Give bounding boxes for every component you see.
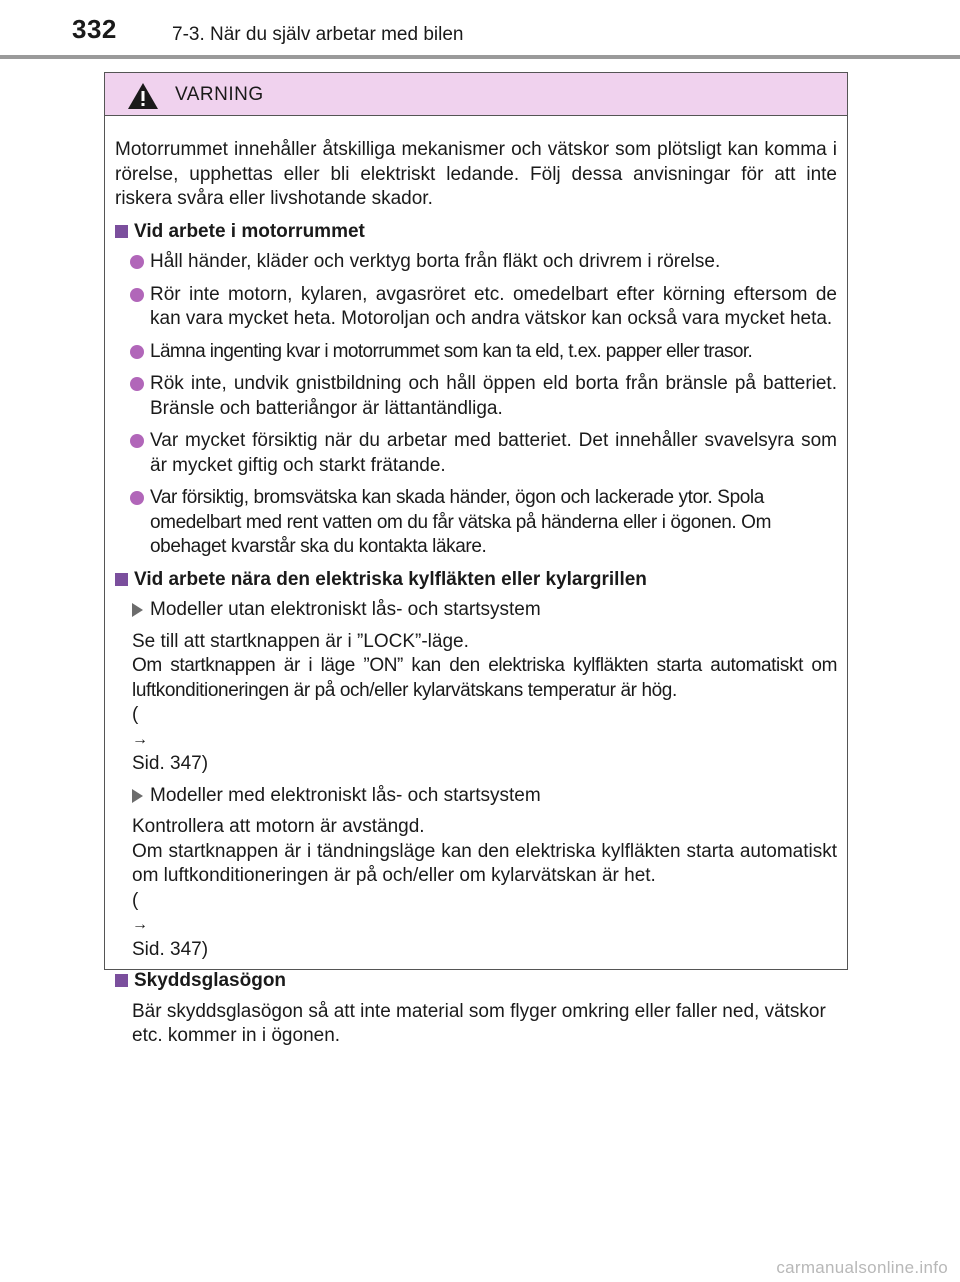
warning-body <box>105 116 847 1049</box>
triangle-pointer-icon <box>132 603 143 617</box>
bullet-item <box>115 283 837 332</box>
page-reference: ( → Sid. 347) <box>132 703 837 777</box>
model-variant-label: Modeller utan elektroniskt lås- och startsystem <box>150 599 541 620</box>
warning-triangle-icon <box>127 82 159 110</box>
square-bullet-icon <box>115 573 128 586</box>
warning-label: VARNING <box>175 84 264 105</box>
section-heading-text: Vid arbete nära den elektriska kylfläkten eller kylargrillen <box>134 568 647 590</box>
section-heading-cooling-fan <box>115 568 837 593</box>
bullet-text: Var försiktig, bromsvätska kan skada händer, ögon och lackerade ytor. Spola omedelbart med rent vatten om du får vätska på händerna eller i ögonen. Om obehaget kvarstår ska du kontakta läkare. <box>150 487 771 557</box>
bullet-item <box>115 250 837 275</box>
bullet-item <box>115 340 837 365</box>
arrow-right-icon: → <box>132 730 148 748</box>
circle-bullet-icon <box>130 434 144 448</box>
model-variant-with-smart-key <box>115 784 837 809</box>
header-rule <box>0 55 960 59</box>
text-line: Om startknappen är i läge ”ON” kan den elektriska kylfläkten starta automatiskt om luftkonditioneringen är på och/eller kylarvätskans temperatur är hög. <box>132 655 837 701</box>
model-variant-without-smart-key <box>115 598 837 623</box>
warning-intro: Motorrummet innehåller åtskilliga mekanismer och vätskor som plötsligt kan komma i rörelse, upphettas eller bli elektriskt ledande. Följ dessa anvisningar för att inte riskera svåra eller livshotande skador. <box>115 139 837 209</box>
square-bullet-icon <box>115 974 128 987</box>
bullet-text: Lämna ingenting kvar i motorrummet som kan ta eld, t.ex. papper eller trasor. <box>150 340 753 362</box>
text-line: Om startknappen är i tändningsläge kan den elektriska kylfläkten starta automatiskt om luftkonditioneringen är på och/eller om kylarvätskan är het. <box>132 840 837 886</box>
square-bullet-icon <box>115 225 128 238</box>
circle-bullet-icon <box>130 345 144 359</box>
circle-bullet-icon <box>130 491 144 505</box>
circle-bullet-icon <box>130 377 144 391</box>
safety-glasses-text: Bär skyddsglasögon så att inte material som flyger omkring eller faller ned, vätskor etc. kommer in i ögonen. <box>132 1000 826 1046</box>
section-heading-safety-glasses <box>115 969 837 994</box>
triangle-pointer-icon <box>132 789 143 803</box>
bullet-text: Håll händer, kläder och verktyg borta från fläkt och drivrem i rörelse. <box>150 251 721 272</box>
bullet-item <box>115 372 837 421</box>
bullet-item <box>115 486 837 560</box>
model-variant-text <box>115 815 837 962</box>
bullet-text: Var mycket försiktig när du arbetar med batteriet. Det innehåller svavelsyra som är mycket giftig och starkt frätande. <box>150 430 837 476</box>
arrow-right-icon: → <box>132 916 148 933</box>
section-heading-text: Skyddsglasögon <box>134 970 287 991</box>
section-heading-engine-room <box>115 220 837 245</box>
section-heading-text: Vid arbete i motorrummet <box>134 220 365 242</box>
text-line: Kontrollera att motorn är avstängd. <box>132 816 425 837</box>
page-reference-text: Sid. 347) <box>132 753 209 774</box>
circle-bullet-icon <box>130 288 144 302</box>
page-reference-text: Sid. 347) <box>132 938 209 960</box>
watermark: carmanualsonline.info <box>776 1258 948 1277</box>
page-number: 332 <box>72 14 117 44</box>
model-variant-label: Modeller med elektroniskt lås- och startsystem <box>150 784 541 806</box>
bullet-text: Rör inte motorn, kylaren, avgasröret etc. omedelbart efter körning eftersom de kan vara mycket heta. Motoroljan och andra vätskor kan också vara mycket heta. <box>150 283 837 329</box>
model-variant-text <box>115 630 837 777</box>
section-title: 7-3. När du själv arbetar med bilen <box>172 24 464 45</box>
bullet-text: Rök inte, undvik gnistbildning och håll öppen eld borta från bränsle på batteriet. Bränsle och batteriångor är lättantändliga. <box>150 373 837 419</box>
page-reference: ( → Sid. 347) <box>132 889 837 963</box>
warning-box <box>104 72 848 1046</box>
text-line: Se till att startknappen är i ”LOCK”-läge. <box>132 630 469 652</box>
warning-header <box>105 73 847 116</box>
circle-bullet-icon <box>130 255 144 269</box>
bullet-item <box>115 429 837 478</box>
